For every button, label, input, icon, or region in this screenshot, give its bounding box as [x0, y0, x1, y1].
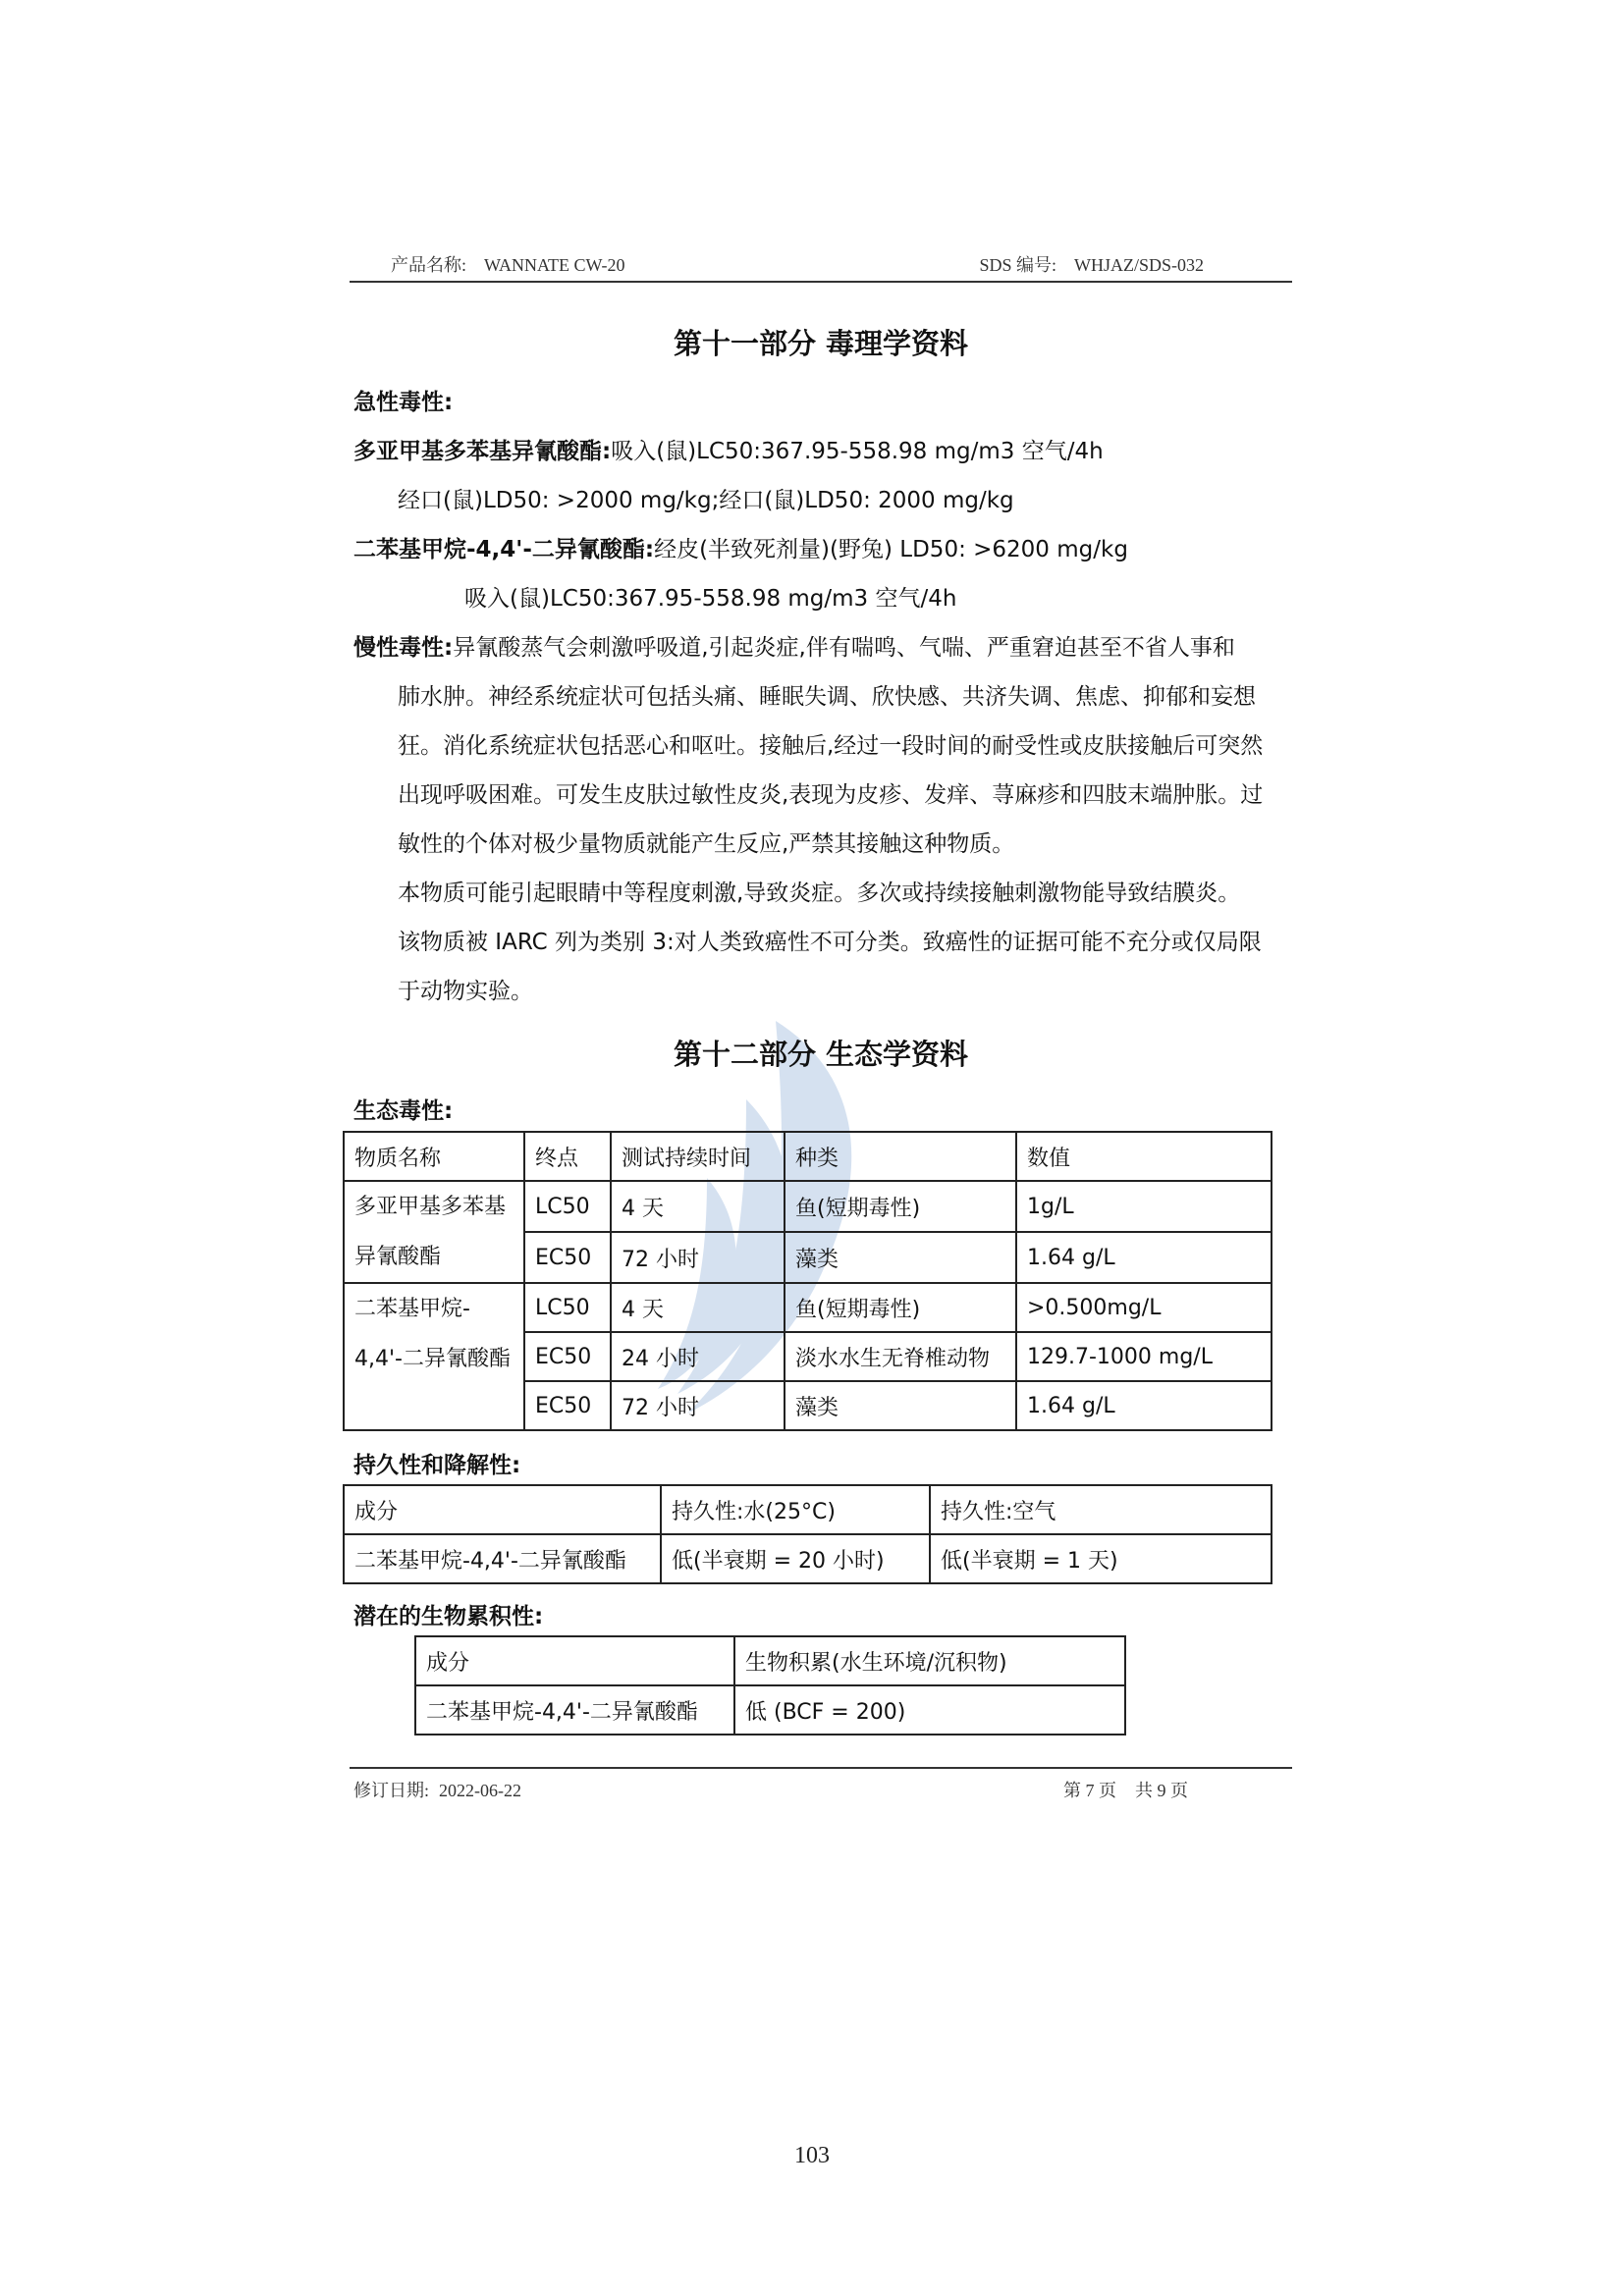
table-row [344, 1181, 1272, 1232]
header-cell: 种类 [785, 1132, 1016, 1181]
header-cell: 终点 [524, 1132, 611, 1181]
table-cell: 1.64 g/L [1016, 1381, 1272, 1430]
page-number: 103 [794, 2143, 830, 2168]
header-cell: 持久性:空气 [930, 1485, 1272, 1534]
header-cell: 成分 [415, 1636, 734, 1685]
table-cell: 二苯基甲烷-4,4'-二异氰酸酯 [344, 1534, 661, 1583]
ecotoxicity-heading: 生态毒性: [353, 1098, 454, 1124]
product-name [391, 251, 625, 277]
persistence-table [343, 1484, 1272, 1584]
table-cell: 藻类 [785, 1232, 1016, 1283]
table-cell: 72 小时 [611, 1381, 785, 1430]
total-pages: 共 9 页 [1135, 1781, 1188, 1800]
pmdi-inhalation: 吸入(鼠)LC50:367.95-558.98 mg/m3 空气/4h [611, 439, 1104, 464]
chronic-toxicity-heading: 慢性毒性: [353, 635, 454, 661]
substance-name-cell [344, 1283, 524, 1430]
chronic-line-4: 出现呼吸困难。可发生皮肤过敏性皮炎,表现为皮疹、发痒、荨麻疹和四肢末端肿胀。过 [398, 782, 1264, 808]
header-cell: 成分 [344, 1485, 661, 1534]
table-cell: 低(半衰期 = 20 小时) [661, 1534, 930, 1583]
table-cell: EC50 [524, 1332, 611, 1381]
table-cell: 1.64 g/L [1016, 1232, 1272, 1283]
header-cell: 生物积累(水生环境/沉积物) [734, 1636, 1125, 1685]
eye-irritation-line: 本物质可能引起眼睛中等程度刺激,导致炎症。多次或持续接触刺激物能导致结膜炎。 [398, 881, 1241, 906]
persistence-heading: 持久性和降解性: [353, 1453, 521, 1478]
section-11-title: 第十一部分 毒理学资料 [673, 327, 969, 360]
table-cell: 二苯基甲烷-4,4'-二异氰酸酯 [415, 1685, 734, 1735]
table-cell: 4 天 [611, 1181, 785, 1232]
header-cell: 数值 [1016, 1132, 1272, 1181]
current-page: 第 7 页 [1063, 1781, 1116, 1800]
chronic-line-3: 狂。消化系统症状包括恶心和呕吐。接触后,经过一段时间的耐受性或皮肤接触后可突然 [398, 733, 1264, 759]
substance-name-line: 4,4'-二异氰酸酯 [354, 1347, 511, 1371]
table-cell: 1g/L [1016, 1181, 1272, 1232]
pmdi-inhalation-line [353, 435, 1104, 468]
table-cell: 鱼(短期毒性) [785, 1181, 1016, 1232]
product-value: WANNATE CW-20 [484, 255, 625, 275]
section-12-title: 第十二部分 生态学资料 [673, 1038, 969, 1071]
table-cell: 鱼(短期毒性) [785, 1283, 1016, 1332]
table-header-row [344, 1132, 1272, 1181]
substance-name-line: 异氰酸酯 [354, 1245, 442, 1269]
table-cell: >0.500mg/L [1016, 1283, 1272, 1332]
page-footer [350, 1767, 1292, 1800]
chronic-text: 异氰酸蒸气会刺激呼吸道,引起炎症,伴有喘鸣、气喘、严重窘迫甚至不省人事和 [453, 635, 1235, 661]
sds-label: SDS 编号: [979, 255, 1056, 275]
revision-date [353, 1777, 521, 1802]
table-cell: 低(半衰期 = 1 天) [930, 1534, 1272, 1583]
chronic-line-2: 肺水肿。神经系统症状可包括头痛、睡眠失调、欣快感、共济失调、焦虑、抑郁和妄想 [398, 684, 1256, 710]
table-cell: 低 (BCF = 200) [734, 1685, 1125, 1735]
table-header-row [415, 1636, 1125, 1685]
ecotoxicity-table [343, 1131, 1272, 1431]
table-row [344, 1283, 1272, 1332]
table-cell: 4 天 [611, 1283, 785, 1332]
iarc-line-2: 于动物实验。 [398, 979, 533, 1004]
table-header-row [344, 1485, 1272, 1534]
mdi-dermal: 经皮(半致死剂量)(野兔) LD50: >6200 mg/kg [654, 537, 1128, 562]
page-header [350, 251, 1292, 283]
table-row [415, 1685, 1125, 1735]
bioaccumulation-table [414, 1635, 1126, 1735]
chronic-line-5: 敏性的个体对极少量物质就能产生反应,严禁其接触这种物质。 [398, 831, 1015, 857]
table-row [344, 1534, 1272, 1583]
mdi-name: 二苯基甲烷-4,4'-二异氰酸酯: [353, 537, 655, 562]
header-cell: 测试持续时间 [611, 1132, 785, 1181]
mdi-dermal-line [353, 533, 1128, 566]
substance-name-cell [344, 1181, 524, 1283]
pmdi-name: 多亚甲基多苯基异氰酸酯: [353, 439, 612, 464]
table-cell: 淡水水生无脊椎动物 [785, 1332, 1016, 1381]
chronic-line-1 [353, 631, 1235, 665]
revision-value: 2022-06-22 [439, 1781, 522, 1800]
sds-value: WHJAZ/SDS-032 [1073, 255, 1204, 275]
sds-number [979, 251, 1204, 277]
header-cell: 物质名称 [344, 1132, 524, 1181]
table-cell: EC50 [524, 1232, 611, 1283]
bioaccumulation-heading: 潜在的生物累积性: [353, 1604, 544, 1629]
table-cell: 藻类 [785, 1381, 1016, 1430]
table-cell: LC50 [524, 1283, 611, 1332]
acute-toxicity-heading: 急性毒性: [353, 390, 454, 415]
table-cell: 129.7-1000 mg/L [1016, 1332, 1272, 1381]
mdi-inhalation-line: 吸入(鼠)LC50:367.95-558.98 mg/m3 空气/4h [464, 586, 957, 612]
pmdi-oral-line: 经口(鼠)LD50: >2000 mg/kg;经口(鼠)LD50: 2000 mg/kg [398, 488, 1014, 513]
page-count [1063, 1777, 1188, 1802]
product-label: 产品名称: [391, 255, 467, 275]
substance-name-line: 二苯基甲烷- [354, 1297, 470, 1321]
revision-label: 修订日期: [353, 1781, 430, 1800]
iarc-line-1: 该物质被 IARC 列为类别 3:对人类致癌性不可分类。致癌性的证据可能不充分或仅局限 [398, 930, 1262, 955]
table-cell: EC50 [524, 1381, 611, 1430]
substance-name-line: 多亚甲基多苯基 [354, 1195, 507, 1219]
header-cell: 持久性:水(25°C) [661, 1485, 930, 1534]
table-cell: LC50 [524, 1181, 611, 1232]
table-cell: 24 小时 [611, 1332, 785, 1381]
table-cell: 72 小时 [611, 1232, 785, 1283]
